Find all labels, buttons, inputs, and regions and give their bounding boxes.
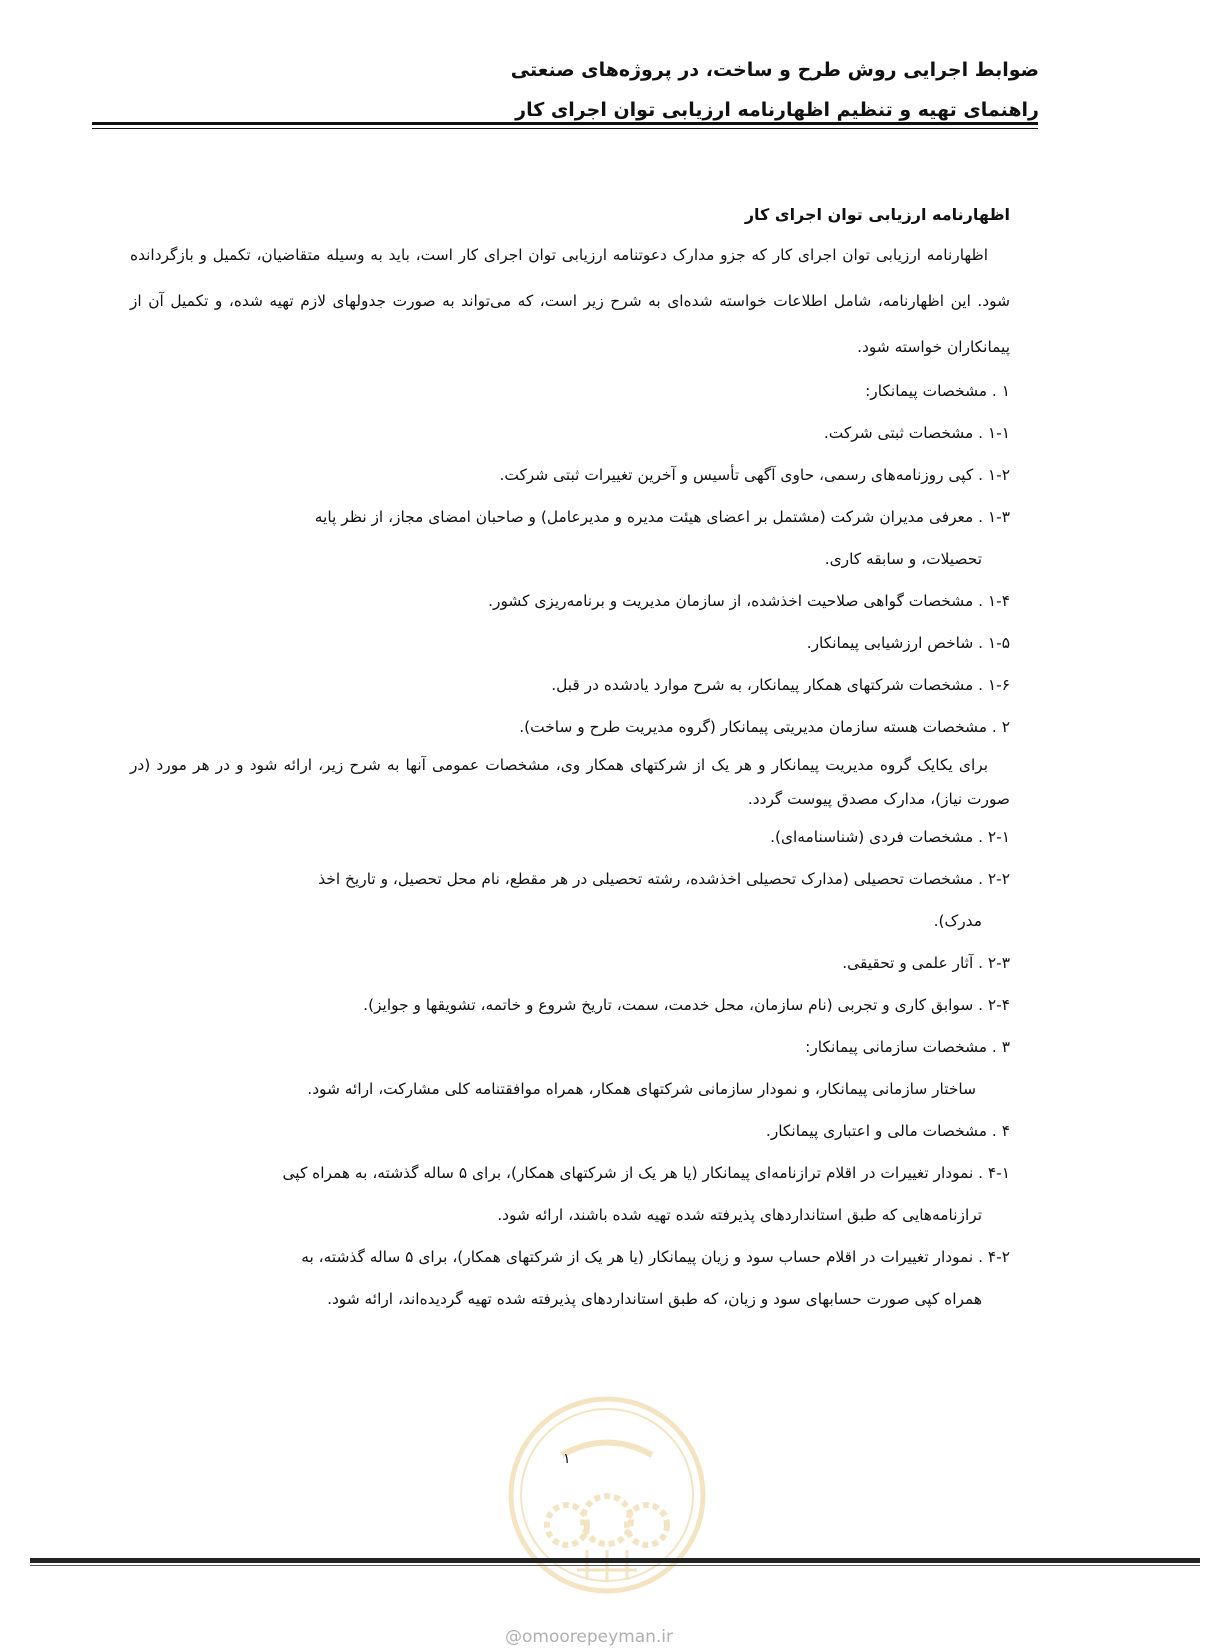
header-rule-thin bbox=[92, 128, 1038, 129]
header-line-1: ضوابط اجرایی روش طرح و ساخت، در پروژه‌های صنعتی bbox=[510, 59, 1039, 81]
item-2-2 bbox=[130, 858, 1010, 942]
footer-rule bbox=[30, 1558, 1200, 1563]
item-4-1-line-2: ترازنامه‌هایی که طبق استانداردهای پذیرفته شده تهیه شده باشند، ارائه شود. bbox=[497, 1206, 982, 1224]
item-2-2-line-1: ۲-۲ . مشخصات تحصیلی (مدارک تحصیلی اخذشده، رشته تحصیلی در هر مقطع، نام محل تحصیل، و تاریخ اخذ bbox=[318, 870, 1010, 888]
header-rule-thick bbox=[92, 122, 1038, 125]
item-1-3 bbox=[130, 496, 1010, 580]
footer-rule-thin bbox=[30, 1565, 1200, 1566]
section-3-paragraph: ساختار سازمانی پیمانکار، و نمودار سازمانی شرکتهای همکار، همراه موافقتنامه کلی مشارکت، ارائه شود. bbox=[307, 1080, 976, 1098]
item-2-2-line-2: مدرک). bbox=[933, 912, 982, 930]
item-1-4: ۱-۴ . مشخصات گواهی صلاحیت اخذشده، از سازمان مدیریت و برنامه‌ریزی کشور. bbox=[488, 592, 1010, 610]
item-4-2 bbox=[130, 1236, 1010, 1320]
item-4-2-line-1: ۴-۲ . نمودار تغییرات در اقلام حساب سود و زیان پیمانکار (یا هر یک از شرکتهای همکار)، برای ۵ ساله گذشته، به bbox=[301, 1248, 1010, 1266]
item-2-4: ۲-۴ . سوابق کاری و تجربی (نام سازمان، محل خدمت، سمت، تاریخ شروع و خاتمه، تشویقها و جوایز). bbox=[363, 996, 1010, 1014]
item-1-3-line-2: تحصیلات، و سابقه کاری. bbox=[824, 550, 982, 568]
item-1-3-line-1: ۱-۳ . معرفی مدیران شرکت (مشتمل بر اعضای هیئت مدیره و مدیرعامل) و صاحبان امضای مجاز، از نظر پایه bbox=[314, 508, 1010, 526]
section-2-paragraph: برای یکایک گروه مدیریت پیمانکار و هر یک از شرکتهای همکار وی، مشخصات عمومی آنها به شرح زیر، ارائه شود و در هر مورد (در صورت نیاز)، مدارک مصدق پیوست گردد. bbox=[130, 756, 1010, 808]
section-2-heading: ۲ . مشخصات هسته سازمان مدیریتی پیمانکار (گروه مدیریت طرح و ساخت). bbox=[519, 718, 1010, 736]
page-header bbox=[99, 50, 1039, 130]
item-4-2-line-2: همراه کپی صورت حسابهای سود و زیان، که طبق استانداردهای پذیرفته شده تهیه گردیده‌اند، ارائه شود. bbox=[327, 1290, 982, 1308]
item-1-5: ۱-۵ . شاخص ارزشیابی پیمانکار. bbox=[806, 634, 1010, 652]
section-3-heading: ۳ . مشخصات سازمانی پیمانکار: bbox=[805, 1038, 1010, 1056]
document-title: اظهارنامه ارزیابی توان اجرای کار bbox=[744, 205, 1010, 224]
section-1-heading: ۱ . مشخصات پیمانکار: bbox=[865, 382, 1010, 400]
header-line-2: راهنمای تهیه و تنظیم اظهارنامه ارزیابی توان اجرای کار bbox=[515, 99, 1039, 121]
section-4-heading: ۴ . مشخصات مالی و اعتباری پیمانکار. bbox=[765, 1122, 1010, 1140]
item-4-1-line-1: ۴-۱ . نمودار تغییرات در اقلام ترازنامه‌ای پیمانکار (یا هر یک از شرکتهای همکار)، برای ۵ ساله گذشته، به همراه کپی bbox=[282, 1164, 1010, 1182]
intro-paragraph: اظهارنامه ارزیابی توان اجرای کار که جزو مدارک دعوتنامه ارزیابی توان اجرای کار است، باید به وسیله متقاضیان، تکمیل و بازگردانده شود. این اظهارنامه، شامل اطلاعات خواسته شده‌ای به شرح زیر است، که می‌تواند به صورت جدولهای لازم تهیه شده، و تکمیل آن از پیمانکاران خواسته شود. bbox=[130, 246, 1010, 356]
item-1-2: ۱-۲ . کپی روزنامه‌های رسمی، حاوی آگهی تأسیس و آخرین تغییرات ثبتی شرکت. bbox=[499, 466, 1010, 484]
page-number: ۱ bbox=[563, 1451, 571, 1467]
item-2-1: ۲-۱ . مشخصات فردی (شناسنامه‌ای). bbox=[770, 828, 1010, 846]
document-body bbox=[130, 198, 1010, 1320]
watermark-url: @omoorepeyman.ir bbox=[505, 1627, 674, 1647]
item-4-1 bbox=[130, 1152, 1010, 1236]
item-2-3: ۲-۳ . آثار علمی و تحقیقی. bbox=[842, 954, 1010, 972]
item-1-6: ۱-۶ . مشخصات شرکتهای همکار پیمانکار، به شرح موارد یادشده در قبل. bbox=[551, 676, 1010, 694]
item-1-1: ۱-۱ . مشخصات ثبتی شرکت. bbox=[823, 424, 1010, 442]
